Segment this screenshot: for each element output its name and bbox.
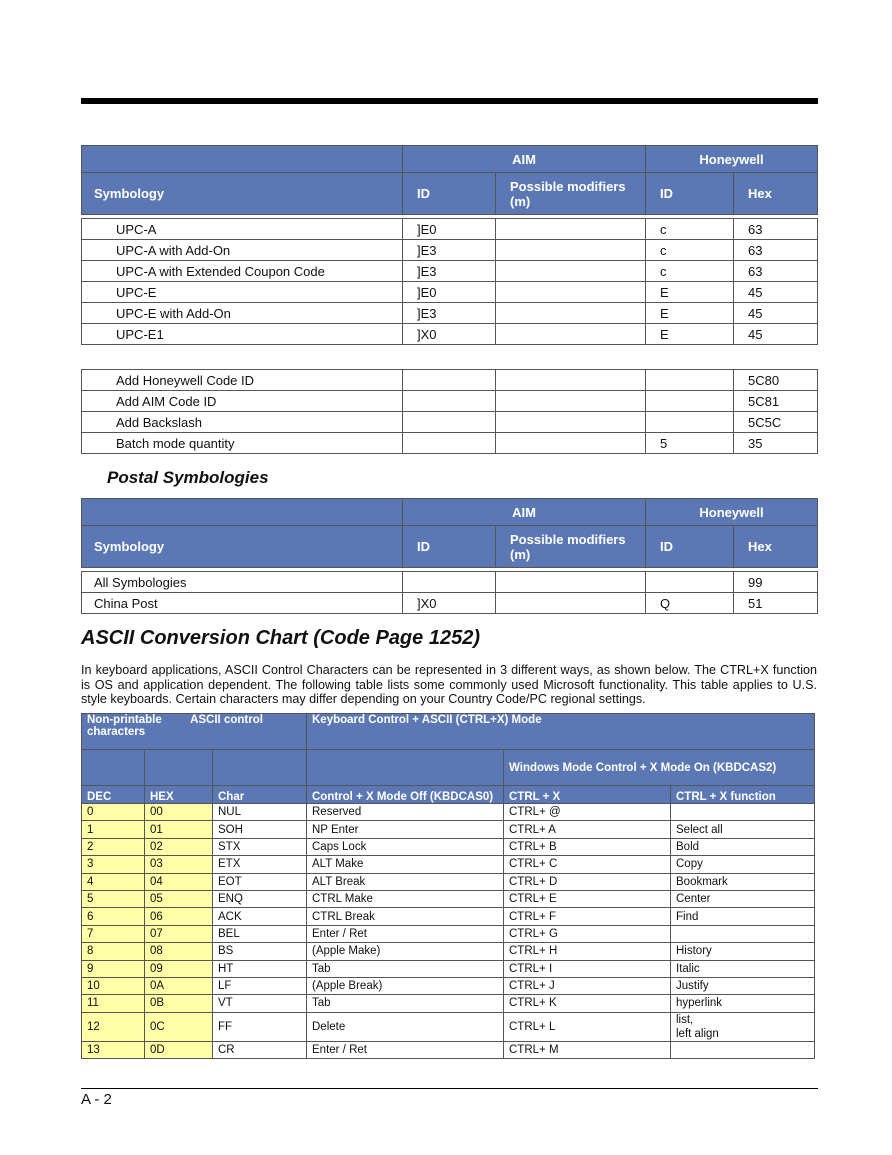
modifiers-cell	[496, 593, 646, 614]
ascii-intro-paragraph: In keyboard applications, ASCII Control Characters can be represented in 3 different ways, as shown below. The CTRL+X function is OS and application dependent. The following table lists some commonly used Microsoft functionality. This table applies to U.S. style keyboards. Certain characters may differ depending on your Country Code/PC regional settings.	[81, 663, 817, 706]
ctrl-x-cell: CTRL+ F	[504, 908, 671, 925]
modifiers-cell	[496, 303, 646, 324]
table-row	[82, 890, 815, 907]
table-row	[82, 412, 818, 433]
mode-off-cell: Tab	[307, 960, 504, 977]
hex-cell: 63	[734, 219, 818, 240]
ctrl-x-cell: CTRL+ E	[504, 890, 671, 907]
symbology-cell: All Symbologies	[82, 572, 403, 593]
header-hw-id: ID	[646, 173, 734, 215]
header-aim-id: ID	[403, 173, 496, 215]
hex-cell: 08	[145, 943, 213, 960]
modifiers-cell	[496, 282, 646, 303]
hex-cell: 51	[734, 593, 818, 614]
hex-cell: 5C80	[734, 370, 818, 391]
ctrl-x-function-cell: list, left align	[671, 1012, 815, 1041]
dec-cell: 5	[82, 890, 145, 907]
hex-cell: 04	[145, 873, 213, 890]
table-row	[82, 282, 818, 303]
ctrl-x-function-cell: hyperlink	[671, 995, 815, 1012]
mode-off-cell: Caps Lock	[307, 838, 504, 855]
mode-off-cell: Enter / Ret	[307, 1041, 504, 1058]
header-blank	[213, 750, 307, 786]
char-cell: CR	[213, 1041, 307, 1058]
hex-cell: 45	[734, 324, 818, 345]
aim-id-cell: ]E3	[403, 261, 496, 282]
char-cell: NUL	[213, 804, 307, 821]
table-row	[82, 303, 818, 324]
hex-cell: 63	[734, 261, 818, 282]
modifiers-cell	[496, 572, 646, 593]
ascii-conversion-table	[81, 713, 815, 1059]
mode-off-cell: CTRL Break	[307, 908, 504, 925]
hex-cell: 0A	[145, 977, 213, 994]
char-cell: BS	[213, 943, 307, 960]
char-cell: VT	[213, 995, 307, 1012]
symbology-cell: UPC-A	[82, 219, 403, 240]
header-symbology: Symbology	[82, 173, 403, 215]
ctrl-x-function-cell: Bold	[671, 838, 815, 855]
char-cell: EOT	[213, 873, 307, 890]
mode-off-cell: (Apple Make)	[307, 943, 504, 960]
modifiers-cell	[496, 433, 646, 454]
table-row	[82, 593, 818, 614]
honeywell-id-cell: E	[646, 282, 734, 303]
mode-off-cell: (Apple Break)	[307, 977, 504, 994]
postal-symbology-table	[81, 498, 818, 614]
ctrl-x-cell: CTRL+ @	[504, 804, 671, 821]
symbology-cell: UPC-A with Extended Coupon Code	[82, 261, 403, 282]
dec-cell: 11	[82, 995, 145, 1012]
aim-id-cell	[403, 391, 496, 412]
char-cell: SOH	[213, 821, 307, 838]
ctrl-x-cell: CTRL+ L	[504, 1012, 671, 1041]
bottom-rule	[81, 1088, 818, 1089]
header-honeywell: Honeywell	[646, 146, 818, 173]
hex-cell: 63	[734, 240, 818, 261]
ctrl-x-function-cell: Center	[671, 890, 815, 907]
dec-cell: 8	[82, 943, 145, 960]
hex-cell: 0D	[145, 1041, 213, 1058]
hex-cell: 03	[145, 856, 213, 873]
table-row	[82, 977, 815, 994]
char-cell: ACK	[213, 908, 307, 925]
header-dec: DEC	[82, 786, 145, 804]
header-char: Char	[213, 786, 307, 804]
dec-cell: 9	[82, 960, 145, 977]
hex-cell: 00	[145, 804, 213, 821]
ascii-chart-title: ASCII Conversion Chart (Code Page 1252)	[81, 627, 480, 649]
dec-cell: 0	[82, 804, 145, 821]
symbology-cell: UPC-E	[82, 282, 403, 303]
header-windows-mode: Windows Mode Control + X Mode On (KBDCAS2)	[504, 750, 815, 786]
table-row	[82, 960, 815, 977]
add-code-table	[81, 369, 818, 454]
header-hex: Hex	[734, 526, 818, 568]
hex-cell: 06	[145, 908, 213, 925]
header-blank	[307, 750, 504, 786]
dec-cell: 3	[82, 856, 145, 873]
honeywell-id-cell	[646, 412, 734, 433]
ctrl-x-cell: CTRL+ B	[504, 838, 671, 855]
honeywell-id-cell: E	[646, 303, 734, 324]
postal-section-title: Postal Symbologies	[107, 468, 269, 487]
hex-cell: 02	[145, 838, 213, 855]
aim-id-cell: ]E0	[403, 219, 496, 240]
aim-id-cell: ]E3	[403, 303, 496, 324]
hex-cell: 45	[734, 282, 818, 303]
aim-id-cell	[403, 370, 496, 391]
symbology-cell: China Post	[82, 593, 403, 614]
header-ctrl-x-function: CTRL + X function	[671, 786, 815, 804]
char-cell: ENQ	[213, 890, 307, 907]
mode-off-cell: ALT Make	[307, 856, 504, 873]
table-row	[82, 804, 815, 821]
honeywell-id-cell: c	[646, 261, 734, 282]
ctrl-x-cell: CTRL+ J	[504, 977, 671, 994]
header-modifiers: Possible modifiers (m)	[496, 173, 646, 215]
header-aim: AIM	[403, 499, 646, 526]
header-aim-id: ID	[403, 526, 496, 568]
char-cell: ETX	[213, 856, 307, 873]
upc-symbology-table	[81, 145, 818, 345]
table-row	[82, 433, 818, 454]
ctrl-x-function-cell: History	[671, 943, 815, 960]
header-modifiers: Possible modifiers (m)	[496, 526, 646, 568]
mode-off-cell: ALT Break	[307, 873, 504, 890]
honeywell-id-cell: c	[646, 240, 734, 261]
honeywell-id-cell: E	[646, 324, 734, 345]
char-cell: LF	[213, 977, 307, 994]
honeywell-id-cell: c	[646, 219, 734, 240]
mode-off-cell: Enter / Ret	[307, 925, 504, 942]
header-hex: Hex	[734, 173, 818, 215]
hex-cell: 35	[734, 433, 818, 454]
aim-id-cell: ]X0	[403, 593, 496, 614]
table-row	[82, 1041, 815, 1058]
mode-off-cell: Delete	[307, 1012, 504, 1041]
ctrl-x-function-cell	[671, 925, 815, 942]
header-keyboard-mode: Keyboard Control + ASCII (CTRL+X) Mode	[307, 714, 815, 750]
symbology-cell: Batch mode quantity	[82, 433, 403, 454]
symbology-cell: Add AIM Code ID	[82, 391, 403, 412]
hex-cell: 0C	[145, 1012, 213, 1041]
aim-id-cell: ]X0	[403, 324, 496, 345]
header-honeywell: Honeywell	[646, 499, 818, 526]
char-cell: FF	[213, 1012, 307, 1041]
ctrl-x-cell: CTRL+ K	[504, 995, 671, 1012]
header-mode-off: Control + X Mode Off (KBDCAS0)	[307, 786, 504, 804]
char-cell: HT	[213, 960, 307, 977]
hex-cell: 5C81	[734, 391, 818, 412]
hex-cell: 01	[145, 821, 213, 838]
ctrl-x-function-cell: Bookmark	[671, 873, 815, 890]
header-blank	[82, 499, 403, 526]
ctrl-x-function-cell	[671, 804, 815, 821]
ctrl-x-cell: CTRL+ H	[504, 943, 671, 960]
dec-cell: 1	[82, 821, 145, 838]
symbology-cell: Add Honeywell Code ID	[82, 370, 403, 391]
table-row	[82, 873, 815, 890]
modifiers-cell	[496, 391, 646, 412]
hex-cell: 99	[734, 572, 818, 593]
dec-cell: 7	[82, 925, 145, 942]
honeywell-id-cell: 5	[646, 433, 734, 454]
dec-cell: 4	[82, 873, 145, 890]
mode-off-cell: NP Enter	[307, 821, 504, 838]
hex-cell: 07	[145, 925, 213, 942]
modifiers-cell	[496, 261, 646, 282]
table-row	[82, 391, 818, 412]
ctrl-x-cell: CTRL+ A	[504, 821, 671, 838]
header-ctrl-x: CTRL + X	[504, 786, 671, 804]
aim-id-cell	[403, 572, 496, 593]
table-row	[82, 240, 818, 261]
table-row	[82, 943, 815, 960]
header-blank	[82, 750, 145, 786]
header-blank	[82, 146, 403, 173]
ctrl-x-function-cell: Justify	[671, 977, 815, 994]
table-row	[82, 925, 815, 942]
char-cell: BEL	[213, 925, 307, 942]
ctrl-x-cell: CTRL+ G	[504, 925, 671, 942]
table-row	[82, 838, 815, 855]
ctrl-x-function-cell: Find	[671, 908, 815, 925]
dec-cell: 12	[82, 1012, 145, 1041]
table-row	[82, 908, 815, 925]
dec-cell: 2	[82, 838, 145, 855]
ctrl-x-function-cell	[671, 1041, 815, 1058]
hex-cell: 5C5C	[734, 412, 818, 433]
symbology-cell: UPC-E1	[82, 324, 403, 345]
honeywell-id-cell	[646, 572, 734, 593]
table-row	[82, 995, 815, 1012]
symbology-cell: UPC-A with Add-On	[82, 240, 403, 261]
table-row	[82, 856, 815, 873]
aim-id-cell	[403, 433, 496, 454]
table-row	[82, 572, 818, 593]
aim-id-cell	[403, 412, 496, 433]
page-number: A - 2	[81, 1091, 112, 1108]
char-cell: STX	[213, 838, 307, 855]
table-row	[82, 370, 818, 391]
dec-cell: 6	[82, 908, 145, 925]
symbology-cell: Add Backslash	[82, 412, 403, 433]
dec-cell: 10	[82, 977, 145, 994]
aim-id-cell: ]E3	[403, 240, 496, 261]
mode-off-cell: Reserved	[307, 804, 504, 821]
header-nonprintable: Non-printable ASCII control characters	[82, 714, 307, 750]
hex-cell: 0B	[145, 995, 213, 1012]
modifiers-cell	[496, 370, 646, 391]
header-blank	[145, 750, 213, 786]
ctrl-x-cell: CTRL+ M	[504, 1041, 671, 1058]
modifiers-cell	[496, 412, 646, 433]
symbology-cell: UPC-E with Add-On	[82, 303, 403, 324]
table-row	[82, 261, 818, 282]
table-row	[82, 1012, 815, 1041]
mode-off-cell: Tab	[307, 995, 504, 1012]
dec-cell: 13	[82, 1041, 145, 1058]
ctrl-x-function-cell: Copy	[671, 856, 815, 873]
hex-cell: 05	[145, 890, 213, 907]
honeywell-id-cell: Q	[646, 593, 734, 614]
mode-off-cell: CTRL Make	[307, 890, 504, 907]
ctrl-x-function-cell: Italic	[671, 960, 815, 977]
header-symbology: Symbology	[82, 526, 403, 568]
top-rule	[81, 98, 818, 104]
modifiers-cell	[496, 219, 646, 240]
ctrl-x-cell: CTRL+ I	[504, 960, 671, 977]
table-row	[82, 821, 815, 838]
honeywell-id-cell	[646, 370, 734, 391]
hex-cell: 45	[734, 303, 818, 324]
header-aim: AIM	[403, 146, 646, 173]
header-hw-id: ID	[646, 526, 734, 568]
hex-cell: 09	[145, 960, 213, 977]
table-row	[82, 324, 818, 345]
aim-id-cell: ]E0	[403, 282, 496, 303]
table-row	[82, 219, 818, 240]
modifiers-cell	[496, 324, 646, 345]
header-hex: HEX	[145, 786, 213, 804]
modifiers-cell	[496, 240, 646, 261]
ctrl-x-cell: CTRL+ D	[504, 873, 671, 890]
ctrl-x-cell: CTRL+ C	[504, 856, 671, 873]
honeywell-id-cell	[646, 391, 734, 412]
ctrl-x-function-cell: Select all	[671, 821, 815, 838]
